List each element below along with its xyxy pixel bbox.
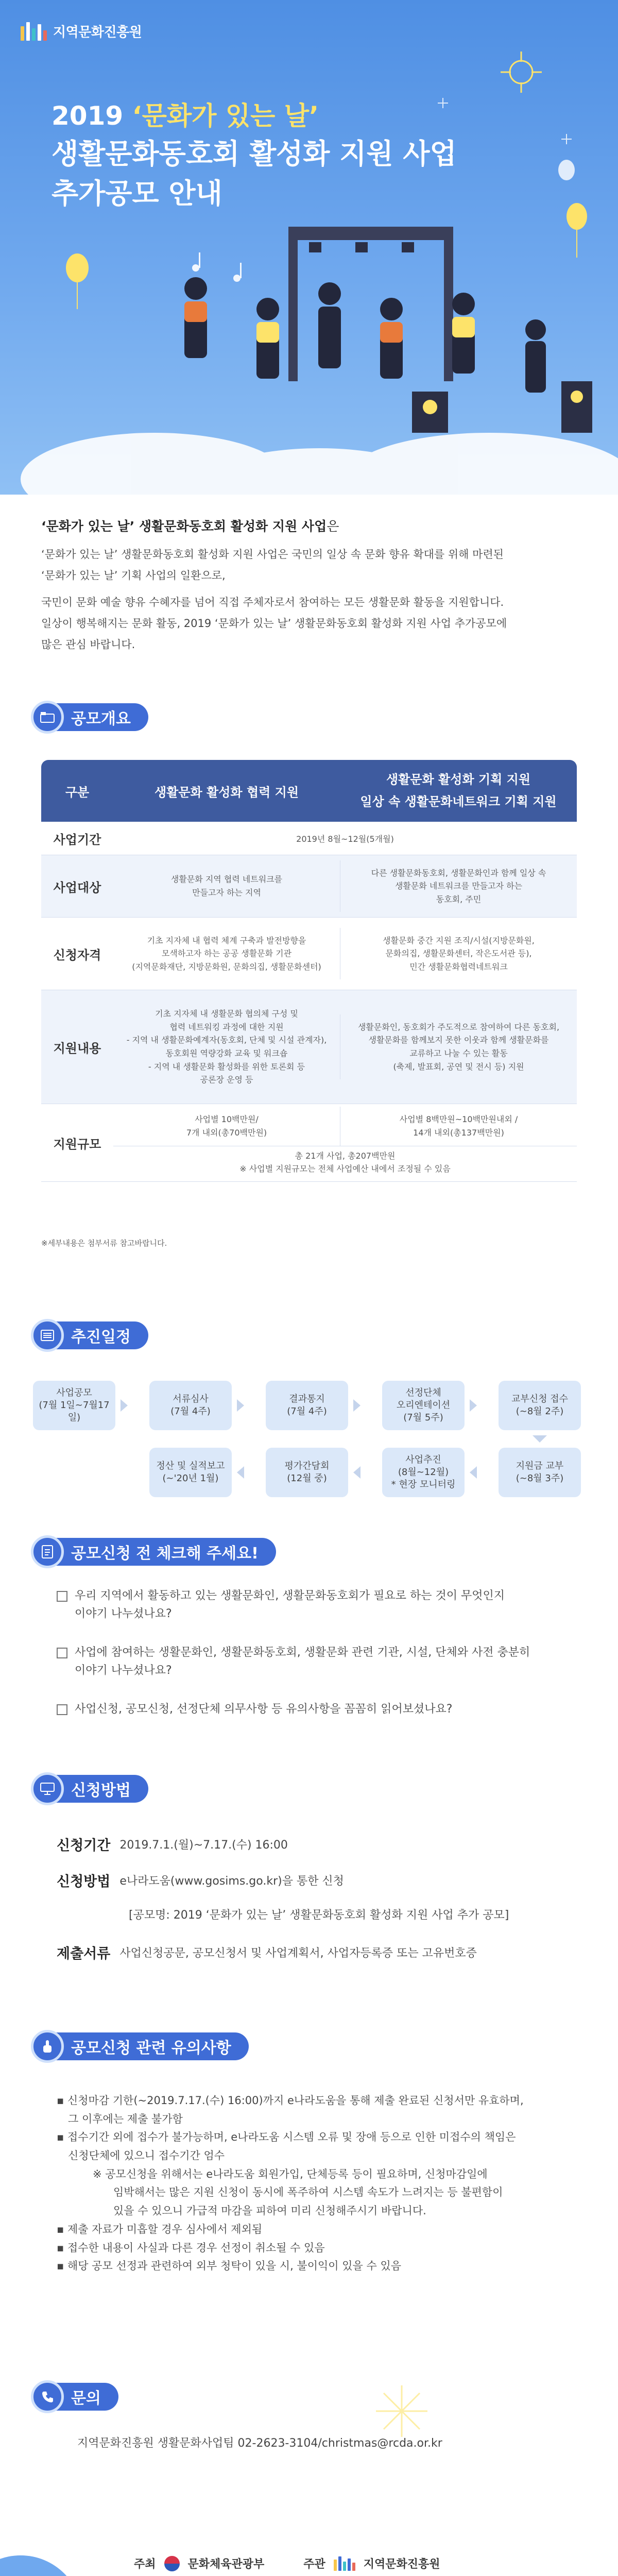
cell-line: 만들고자 하는 지역: [192, 888, 261, 897]
note-item: ▪ 접수기간 외에 접수가 불가능하며, e나라도움 시스템 오류 및 장애 등으로 인한 미접수의 책임은: [57, 2131, 516, 2144]
table-header: [41, 760, 577, 822]
row-col1: [113, 867, 340, 905]
method-period: [57, 1834, 288, 1854]
note-text: 접수기간 외에 접수가 불가능하며, e나라도움 시스템 오류 및 장애 등으로 인한 미접수의 책임은: [67, 2131, 516, 2144]
table-header-col1: 생활문화 활성화 협력 지원: [154, 785, 299, 800]
cell-line: 동호회, 주민: [436, 894, 482, 904]
schedule-step: 서류심사 (7월 4주): [149, 1381, 232, 1430]
table-footnote: ※세부내용은 첨부서류 참고바랍니다.: [41, 1239, 167, 1248]
arrow-left-icon: [470, 1466, 477, 1479]
method-value: 사업신청공문, 공모신청서 및 사업계획서, 사업자등록증 또는 고유번호증: [119, 1947, 477, 1960]
row-label: 신청자격: [53, 947, 101, 962]
cell-line: 생활문화 중간 지원 조직/시설(지방문화원,: [383, 935, 535, 945]
schedule-step: 정산 및 실적보고 (~'20년 1월): [149, 1448, 232, 1497]
row-value: 2019년 8월~12월(5개월): [296, 834, 394, 844]
hero-title-year: 2019: [52, 101, 132, 131]
table-header-col2-line2: 일상 속 생활문화네트워크 기획 지원: [360, 794, 557, 809]
arrow-down-icon: [533, 1435, 547, 1443]
folder-icon: [31, 701, 64, 734]
checklist-icon: [31, 1535, 64, 1568]
table-header-category: 구분: [65, 785, 90, 800]
cell-line: 14개 내외(총137백만원): [413, 1127, 504, 1138]
cell-line: 생활문화 네트워크를 만들고자 하는: [394, 881, 523, 891]
row-col2: [340, 1107, 577, 1145]
row-total-note: ※ 사업별 지원규모는 전체 사업예산 내에서 조정될 수 있음: [239, 1164, 451, 1174]
cell-line: 공론장 운영 등: [200, 1075, 253, 1085]
cell-line: 모색하고자 하는 공공 생활문화 기관: [161, 948, 292, 959]
section-header-method: [31, 1772, 148, 1805]
note-item: ▪ 해당 공모 선정과 관련하여 외부 청탁이 있을 시, 불이익이 있을 수 있음: [57, 2260, 402, 2273]
monitor-icon: [31, 1772, 64, 1805]
intro-heading-suffix: 은: [327, 519, 339, 534]
hero-title: [52, 98, 457, 213]
brand-logo: [21, 22, 142, 41]
hand-pointer-icon: [31, 2030, 64, 2063]
row-label: 지원규모: [53, 1137, 101, 1151]
row-label: 사업대상: [53, 880, 101, 895]
footer-host-label: 주최: [134, 2558, 156, 2571]
arrow-right-icon: [353, 1399, 360, 1412]
note-text: 해당 공모 선정과 관련하여 외부 청탁이 있을 시, 불이익이 있을 수 있음: [67, 2260, 402, 2273]
hero-decoration: [0, 0, 618, 495]
cell-line: 다른 생활문화동호회, 생활문화인과 함께 일상 속: [371, 868, 546, 878]
row-col2: [340, 1014, 577, 1079]
intro-paragraph: 일상이 행복해지는 문화 활동, 2019 ‘문화가 있는 날’ 생활문화동호회 활성화 지원 사업 추가공모에: [41, 617, 507, 630]
checklist-text: 사업신청, 공모신청, 선정단체 의무사항 등 유의사항을 꼼꼼히 읽어보셨나요?: [75, 1703, 453, 1716]
section-title: 공모신청 전 체크해 주세요!: [53, 1538, 276, 1566]
cell-line: 교류하고 나눌 수 있는 활동: [409, 1048, 508, 1058]
cell-line: (축제, 발표회, 공연 및 전시 등) 지원: [393, 1061, 524, 1072]
table-row: [41, 990, 577, 1104]
checkbox-icon: [57, 1648, 67, 1658]
cell-line: 기초 지자체 내 협력 체계 구축과 발전방향을: [147, 935, 306, 945]
note-text: 있을 수 있으니 가급적 마감을 피하여 미리 신청해주시기 바랍니다.: [113, 2205, 426, 2217]
row-col2: [340, 928, 577, 980]
arrow-right-icon: [237, 1399, 244, 1412]
note-item: ▪ 제출 자료가 미흡할 경우 심사에서 제외됨: [57, 2223, 263, 2235]
list-icon: [31, 1319, 64, 1352]
snowflake-icon: [371, 2380, 433, 2442]
schedule-step: 결과통지 (7월 4주): [266, 1381, 348, 1430]
note-text: 임박해서는 많은 지원 신청이 동시에 폭주하여 시스템 속도가 느려지는 등 불편함이: [113, 2186, 503, 2199]
cell-line: 문화의집, 생활문화센터, 작은도서관 등),: [385, 948, 532, 959]
intro-paragraph: ‘문화가 있는 날’ 생활문화동호회 활성화 지원 사업은 국민의 일상 속 문화 향유 확대를 위해 마련된: [41, 548, 504, 561]
cell-line: 동호회원 역량강화 교육 및 워크숍: [165, 1048, 288, 1058]
hero-title-line3: 추가공모 안내: [52, 177, 222, 210]
checklist-text: 우리 지역에서 활동하고 있는 생활문화인, 생활문화동호회가 필요로 하는 것이 무엇인지 이야기 나누셨나요?: [75, 1589, 505, 1621]
schedule-step: 선정단체 오리엔테이션 (7월 5주): [382, 1381, 465, 1430]
row-label: 사업기간: [53, 832, 101, 847]
method-label: 신청기간: [57, 1838, 111, 1854]
note-text: 제출 자료가 미흡할 경우 심사에서 제외됨: [67, 2223, 263, 2235]
cell-line: 사업별 10백만원/: [195, 1114, 259, 1125]
overview-table: [41, 760, 577, 1182]
schedule-step: 사업추진 (8월~12월) * 현장 모니터링: [382, 1448, 465, 1497]
section-header-checklist: [31, 1535, 276, 1568]
schedule-step: 지원금 교부 (~8월 3주): [499, 1448, 581, 1497]
row-label: 지원내용: [53, 1041, 101, 1056]
contact-text: 지역문화진흥원 생활문화사업팀 02-2623-3104/christmas@rcda.or.kr: [77, 2437, 442, 2450]
schedule-step: 교부신청 접수 (~8월 2주): [499, 1381, 581, 1430]
method-value: e나라도움(www.gosims.go.kr)을 통한 신청: [119, 1875, 344, 1888]
cell-line: (지역문화재단, 지방문화원, 문화의집, 생활문화센터): [132, 961, 321, 972]
section-title: 공모신청 관련 유의사항: [53, 2032, 249, 2060]
schedule-step: 사업공모 (7월 1일~7월17일): [33, 1381, 115, 1430]
checklist-item: [57, 1700, 561, 1718]
phone-icon: [31, 2380, 64, 2413]
note-text: 그 이후에는 제출 불가함: [68, 2112, 183, 2125]
row-total: 총 21개 사업, 총207백만원: [295, 1150, 396, 1161]
arrow-right-icon: [470, 1399, 477, 1412]
section-title: 문의: [53, 2383, 118, 2411]
method-way: [57, 1870, 344, 1890]
checkbox-icon: [57, 1591, 67, 1602]
method-label: 제출서류: [57, 1946, 111, 1962]
row-col1: [113, 928, 340, 980]
checklist-item: [57, 1643, 561, 1680]
section-header-notes: [31, 2030, 249, 2063]
row-col1: [113, 1107, 340, 1145]
checkbox-icon: [57, 1704, 67, 1715]
intro-paragraph: 국민이 문화 예술 향유 수혜자를 넘어 직접 주체자로서 참여하는 모든 생활문화 활동을 지원합니다.: [41, 596, 504, 609]
note-text: ※ 공모신청을 위해서는 e나라도움 회원가입, 단체등록 등이 필요하며, 신청마감일에: [93, 2167, 488, 2180]
cell-line: 생활문화를 함께보지 못한 이웃과 함께 생활문화를: [368, 1035, 549, 1045]
checklist-item: [57, 1587, 561, 1623]
cell-line: 기초 지자체 내 생활문화 협의체 구성 및: [155, 1009, 298, 1019]
cell-line: 민간 생활문화협력네트워크: [409, 961, 508, 972]
table-row: [41, 822, 577, 855]
arrow-right-icon: [121, 1399, 128, 1412]
note-item: ▪ 신청마감 기한(~2019.7.17.(수) 16:00)까지 e나라도움을 통해 제출 완료된 신청서만 유효하며,: [57, 2094, 524, 2107]
hero-banner: [0, 0, 618, 495]
cell-line: 협력 네트워킹 과정에 대한 지원: [169, 1022, 284, 1032]
cell-line: 7개 내외(총70백만원): [186, 1127, 267, 1138]
cell-line: 생활문화 지역 협력 네트워크를: [170, 874, 283, 885]
cell-line: - 지역 내 생활문화예계자(동호회, 단체 및 시설 관계자),: [126, 1035, 327, 1045]
footer-org: 지역문화진흥원: [363, 2558, 440, 2571]
table-row: [41, 1104, 577, 1182]
cell-line: 사업별 8백만원~10백만원내외 /: [399, 1114, 518, 1125]
table-row: [41, 918, 577, 990]
hero-title-highlight: ‘문화가 있는 날’: [132, 101, 319, 131]
checklist-text: 사업에 참여하는 생활문화인, 생활문화동호회, 생활문화 관련 기관, 시설, 단체와 사전 충분히 이야기 나누셨나요?: [75, 1646, 530, 1677]
cell-line: - 지역 내 생활문화 활성화를 위한 토론회 등: [148, 1061, 305, 1072]
row-col2: [340, 860, 577, 912]
section-title: 공모개요: [53, 703, 148, 731]
notes-list: [57, 2092, 572, 2276]
intro-paragraph: 많은 관심 바랍니다.: [41, 638, 135, 651]
table-row: [41, 855, 577, 918]
row-col1: [113, 1001, 340, 1093]
intro-heading: ‘문화가 있는 날’ 생활문화동호회 활성화 지원 사업: [41, 519, 327, 534]
section-title: 추진일정: [53, 1321, 148, 1349]
hero-title-line2: 생활문화동호회 활성화 지원 사업: [52, 138, 457, 170]
method-docs: [57, 1942, 477, 1962]
method-way-detail: [공모명: 2019 ‘문화가 있는 날’ 생활문화동호회 활성화 지원 사업 추가 공모]: [129, 1909, 509, 1922]
method-value: 2019.7.1.(월)~7.17.(수) 16:00: [119, 1839, 288, 1852]
footer-org-label: 주관: [303, 2558, 325, 2571]
method-label: 신청방법: [57, 1874, 111, 1890]
section-header-schedule: [31, 1319, 148, 1352]
footer-decoration: [0, 2514, 618, 2576]
intro-section: [41, 515, 577, 656]
intro-paragraph: ‘문화가 있는 날’ 기획 사업의 일환으로,: [41, 569, 226, 582]
section-header-contact: [31, 2380, 118, 2413]
section-header-overview: [31, 701, 148, 734]
section-title: 신청방법: [53, 1775, 148, 1803]
note-item: ▪ 접수한 내용이 사실과 다른 경우 선정이 취소될 수 있음: [57, 2241, 325, 2254]
schedule-step: 평가간담회 (12월 중): [266, 1448, 348, 1497]
cell-line: 생활문화인, 동호회가 주도적으로 참여하여 다른 동호회,: [357, 1022, 560, 1032]
note-text: 신청단체에 있으니 접수기간 엄수: [68, 2149, 225, 2162]
table-header-col2-line1: 생활문화 활성화 기획 지원: [386, 772, 531, 787]
note-text: 접수한 내용이 사실과 다른 경우 선정이 취소될 수 있음: [67, 2241, 325, 2254]
arrow-left-icon: [353, 1466, 360, 1479]
note-text: 신청마감 기한(~2019.7.17.(수) 16:00)까지 e나라도움을 통해 제출 완료된 신청서만 유효하며,: [67, 2094, 524, 2107]
footer-host: 문화체육관광부: [187, 2558, 265, 2571]
logo-mark-icon: [21, 22, 47, 41]
brand-name: 지역문화진흥원: [53, 25, 142, 40]
arrow-left-icon: [237, 1466, 244, 1479]
